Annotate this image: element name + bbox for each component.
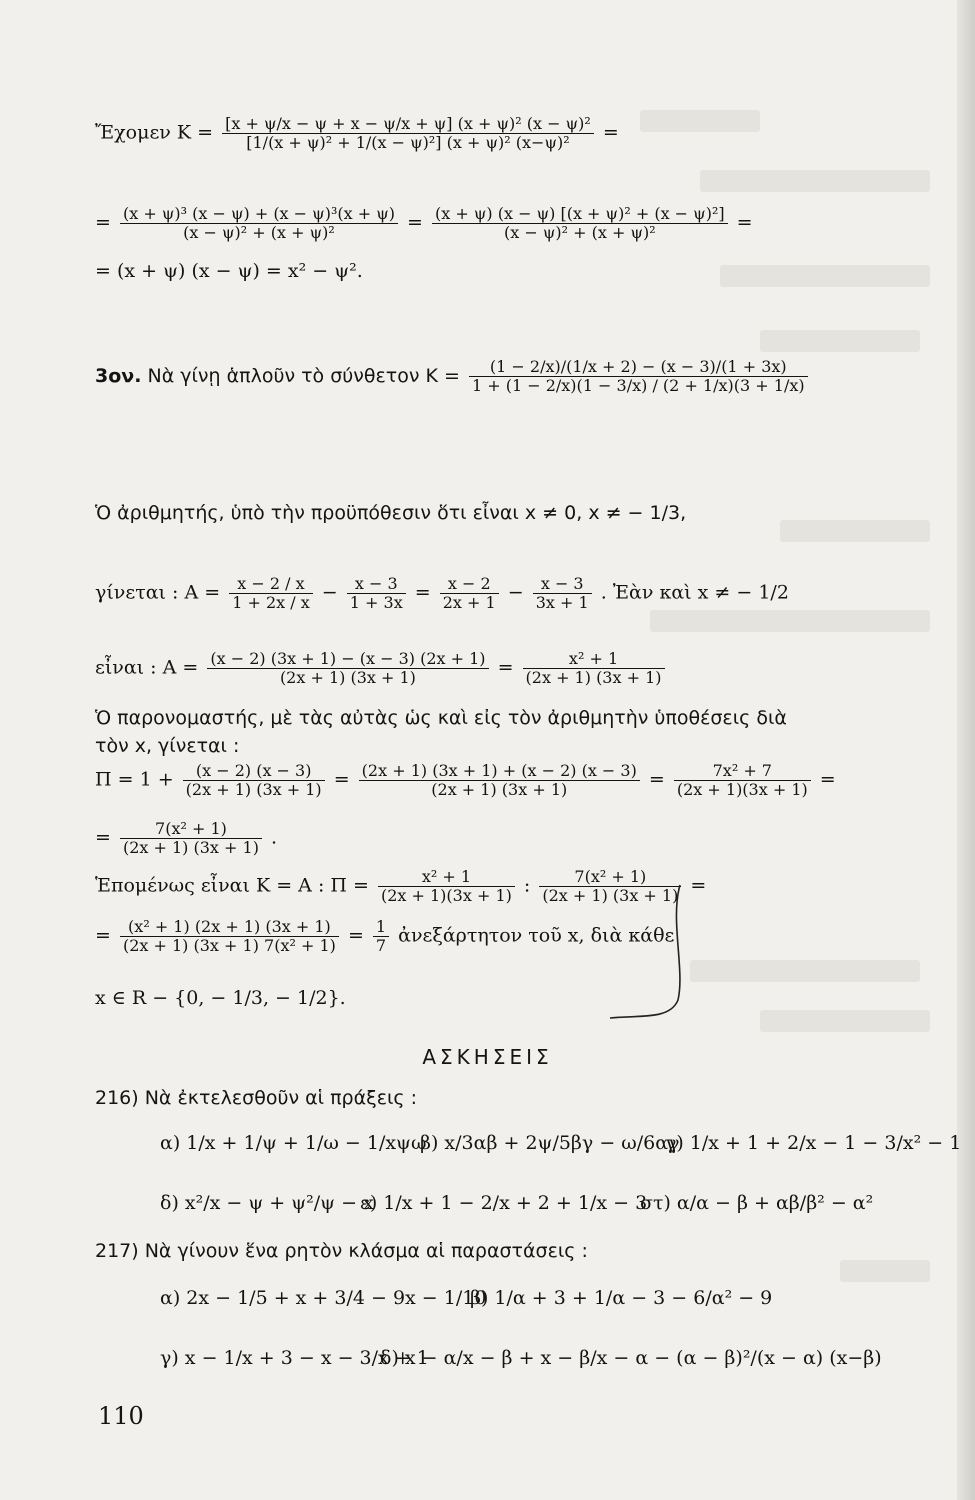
handwritten-curve-mark xyxy=(600,880,690,1030)
exercise-217-g: γ) x − 1/x + 3 − x − 3/x + 1 xyxy=(160,1347,429,1369)
exercise-217-a: α) 2x − 1/5 + x + 3/4 − 9x − 1/10 xyxy=(160,1287,487,1309)
problem-text: Νὰ γίνῃ ἁπλοῦν τὸ σύνθετον K = xyxy=(147,365,460,387)
fraction-numerator: x² + 1 xyxy=(378,868,515,887)
condition-text: . Ἐὰν καὶ x ≠ − 1/2 xyxy=(600,581,789,604)
k-expression-2: = $\frac{\text{(x² + 1) (2x + 1) (3x + 1)}}{\text{(2x + 1) (3x + 1) 7(x² + 1)}}$ = $\frac{1}{7}$ ἀνεξάρτητον τοῦ x, διὰ κάθε xyxy=(95,917,675,955)
condition-text-1: Ὁ ἀριθμητής, ὑπὸ τὴν προϋπόθεσιν ὅτι εἶναι x ≠ 0, x ≠ − 1/3, xyxy=(95,502,687,524)
exercise-216-e: ε) 1/x + 1 − 2/x + 2 + 1/x − 3 xyxy=(360,1192,648,1214)
fraction-denominator: (2x + 1) (3x + 1) xyxy=(279,668,416,687)
fraction-denominator: (2x + 1) (3x + 1) xyxy=(185,780,322,799)
fraction-numerator: x − 2 / x xyxy=(229,575,313,594)
fraction-denominator: (x − ψ)² + (x + ψ)² xyxy=(183,223,335,242)
fraction-numerator: 7(x² + 1) xyxy=(120,820,262,839)
fraction-numerator: (2x + 1) (3x + 1) + (x − 2) (x − 3) xyxy=(359,762,640,781)
solution-line-1: Ἔχομεν K = $\frac{\text{[x + ψ/x − ψ + x − ψ/x + ψ] (x + ψ)² (x − ψ)²}}{\text{[1/(x + ψ)² + 1/(x − ψ)²] (x + ψ)² (x−ψ)²}}$ = xyxy=(95,114,619,152)
fraction-denominator: 1 + 2x / x xyxy=(232,593,310,612)
fraction-denominator: (x − ψ)² + (x + ψ)² xyxy=(503,223,656,242)
fraction-denominator: (2x + 1)(3x + 1) xyxy=(380,886,512,905)
fraction-denominator: 2x + 1 xyxy=(442,593,496,612)
fraction-denominator: 1 + (1 − 2/x)(1 − 3/x) / (2 + 1/x)(3 + 1/x) xyxy=(471,376,805,395)
fraction-numerator: 7(x² + 1) xyxy=(539,868,681,887)
domain-statement: x ∈ R − {0, − 1/3, − 1/2}. xyxy=(95,987,346,1009)
fraction-numerator: 7x² + 7 xyxy=(674,762,811,781)
fraction-numerator: (x − 2) (x − 3) xyxy=(183,762,325,781)
a-expression-2: εἶναι : A = $\frac{(x - 2) (3x + 1) - (x - 3) (2x + 1)}{(2x + 1) (3x + 1)}$ = $\frac{\text{x² + 1}}{(2x + 1) (3x + 1)}$ xyxy=(95,650,668,687)
fraction-denominator: 3x + 1 xyxy=(535,593,589,612)
k-result-text: ἀνεξάρτητον τοῦ x, διὰ κάθε xyxy=(398,924,675,947)
exercise-217-b: β) 1/α + 3 + 1/α − 3 − 6/α² − 9 xyxy=(470,1287,773,1309)
fraction-denominator: (2x + 1) (3x + 1) xyxy=(525,668,662,687)
problem-number: 3ον. xyxy=(95,365,142,387)
fraction-denominator: (2x + 1) (3x + 1) 7(x² + 1) xyxy=(122,936,336,955)
fraction-denominator: (2x + 1)(3x + 1) xyxy=(676,780,808,799)
fraction-denominator: 1 + 3x xyxy=(349,593,403,612)
fraction-numerator: (x − 2) (3x + 1) − (x − 3) (2x + 1) xyxy=(207,650,488,669)
solution-line-2: = $\frac{\text{(x + ψ)³ (x − ψ) + (x − ψ)³(x + ψ)}}{\text{(x − ψ)² + (x + ψ)²}}$ = $\frac{\text{(x + ψ) (x − ψ) [(x + ψ)² + (x − ψ)²]}}{\text{(x − ψ)² + (x + ψ)²}}$ = xyxy=(95,204,753,242)
k-label: Ἑπομένως εἶναι K = A : Π = xyxy=(95,874,369,897)
fraction-numerator: (1 − 2/x)/(1/x + 2) − (x − 3)/(1 + 3x) xyxy=(469,358,808,377)
exercise-216-st: στ) α/α − β + αβ/β² − α² xyxy=(640,1192,874,1214)
condition-text-2b: τὸν x, γίνεται : xyxy=(95,735,240,757)
exercise-216-g: γ) 1/x + 1 + 2/x − 1 − 3/x² − 1 xyxy=(665,1132,962,1154)
fraction-denominator: (2x + 1) (3x + 1) xyxy=(542,886,679,905)
condition-text-2: Ὁ παρονομαστής, μὲ τὰς αὐτὰς ὡς καὶ εἰς τὸν ἀριθμητὴν ὑποθέσεις διὰ xyxy=(95,707,787,729)
fraction-numerator: (x + ψ) (x − ψ) [(x + ψ)² + (x − ψ)²] xyxy=(432,205,728,224)
solution-line-3: = (x + ψ) (x − ψ) = x² − ψ². xyxy=(95,260,363,282)
a-label: γίνεται : A = xyxy=(95,581,221,604)
exercise-216-title: 216) Νὰ ἐκτελεσθοῦν αἱ πράξεις : xyxy=(95,1087,418,1109)
k-expression-1: Ἑπομένως εἶναι K = A : Π = $\frac{\text{x² + 1}}{(2x + 1)(3x + 1)}$ : $\frac{\text{7(x² + 1)}}{(2x + 1) (3x + 1)}$ = xyxy=(95,867,707,905)
exercise-216-d: δ) x²/x − ψ + ψ²/ψ − x xyxy=(160,1192,374,1214)
exercise-217-d: δ) x − α/x − β + x − β/x − α − (α − β)²/(x − α) (x−β) xyxy=(380,1347,882,1369)
fraction-numerator: (x² + 1) (2x + 1) (3x + 1) xyxy=(120,918,339,937)
problem-3 xyxy=(95,358,811,395)
pi-expression-1: Π = 1 + $\frac{(x - 2) (x - 3)}{(2x + 1) (3x + 1)}$ = $\frac{(2x + 1) (3x + 1) + (x - 2) (x - 3)}{(2x + 1) (3x + 1)}$ = $\frac{\text{7x² + 7}}{(2x + 1)(3x + 1)}$ = xyxy=(95,761,836,799)
exercises-heading: ΑΣΚΗΣΕΙΣ xyxy=(422,1045,553,1069)
fraction-numerator: x² + 1 xyxy=(523,650,665,669)
fraction-numerator: x − 3 xyxy=(347,575,406,594)
fraction-numerator: x − 3 xyxy=(533,575,592,594)
pi-label: Π = 1 + xyxy=(95,768,174,791)
fraction-numerator: [x + ψ/x − ψ + x − ψ/x + ψ] (x + ψ)² (x − ψ)² xyxy=(222,115,594,134)
fraction-denominator: (2x + 1) (3x + 1) xyxy=(122,838,259,857)
a-label: εἶναι : A = xyxy=(95,656,199,679)
exercise-216-b: β) x/3αβ + 2ψ/5βγ − ω/6αγ xyxy=(420,1132,680,1154)
a-expression-1: γίνεται : A = $\frac{x - 2 / x}{1 + 2x / x}$ − $\frac{x - 3}{1 + 3x}$ = $\frac{x - 2}{2x + 1}$ − $\frac{x - 3}{3x + 1}$ . Ἐὰν καὶ x ≠ − 1/2 xyxy=(95,574,789,612)
page-edge xyxy=(957,0,975,1500)
exercise-216-a: α) 1/x + 1/ψ + 1/ω − 1/xψω xyxy=(160,1132,427,1154)
equation-label: Ἔχομεν K = xyxy=(95,121,214,144)
fraction-denominator: (2x + 1) (3x + 1) xyxy=(431,780,568,799)
page-number: 110 xyxy=(98,1402,144,1430)
fraction-numerator: (x + ψ)³ (x − ψ) + (x − ψ)³(x + ψ) xyxy=(120,205,398,224)
fraction-denominator: [1/(x + ψ)² + 1/(x − ψ)²] (x + ψ)² (x−ψ)² xyxy=(246,133,570,152)
fraction-numerator: x − 2 xyxy=(440,575,499,594)
pi-expression-2: = $\frac{\text{7(x² + 1)}}{(2x + 1) (3x + 1)}$ . xyxy=(95,819,278,857)
exercise-217-title: 217) Νὰ γίνουν ἕνα ρητὸν κλάσμα αἱ παραστάσεις : xyxy=(95,1240,588,1262)
